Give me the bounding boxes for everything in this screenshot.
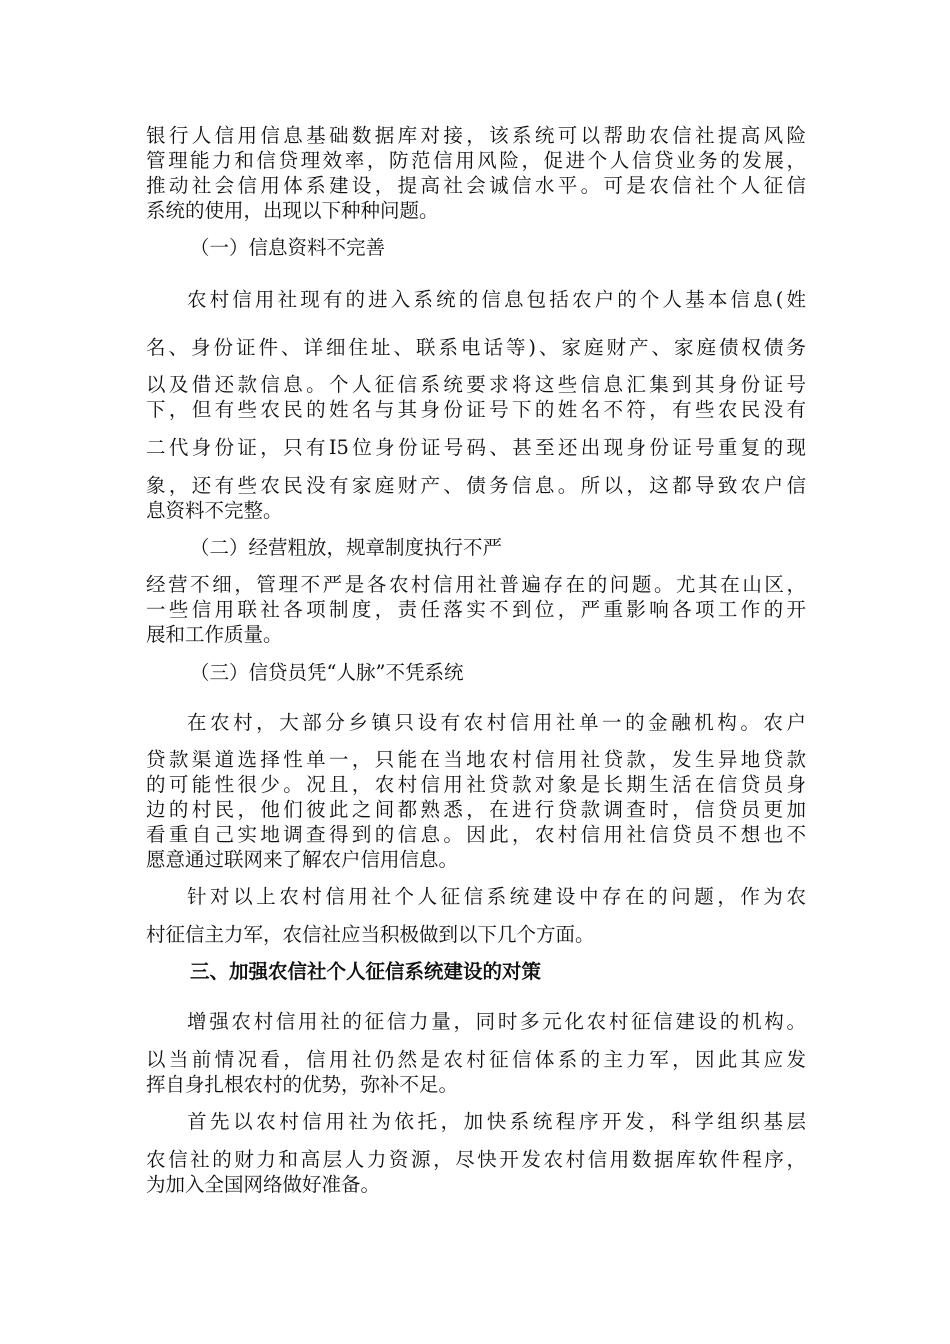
text-line: 以当前情况看，信用社仍然是农村征信体系的主力军，因此其应发 [146,1048,806,1071]
text-line: 增强农村信用社的征信力量，同时多元化农村征信建设的机构。 [187,1010,806,1033]
text-line: 看重自己实地调查得到的信息。因此，农村信用社信贷员不想也不 [146,823,806,846]
text-line: 在农村，大部分乡镇只设有农村信用社单一的金融机构。农户 [187,711,806,734]
text-line: 名、身份证件、详细住址、联系电话等)、家庭财产、家庭债权债务 [146,336,806,359]
text-line: 象，还有些农民没有家庭财产、债务信息。所以，这都导致农户信 [146,474,806,497]
text-line: 息资料不完整。 [146,499,283,522]
text-line: 首先以农村信用社为依托，加快系统程序开发，科学组织基层 [187,1110,806,1133]
section-heading: （三）信贷员凭“人脉”不凭系统 [190,661,464,684]
text-line: 挥自身扎根农村的优势，弥补不足。 [146,1073,459,1096]
text-line: 农信社的财力和高层人力资源，尽快开发农村信用数据库软件程序， [146,1148,806,1171]
text-line: 推动社会信用体系建设，提高社会诚信水平。可是农信社个人征信 [146,174,806,197]
text-line: 愿意通过联网来了解农户信用信息。 [146,848,459,871]
text-line: 农村信用社现有的进入系统的信息包括农户的个人基本信息(姓 [187,288,806,311]
text-line: 下，但有些农民的姓名与其身份证号下的姓名不符，有些农民没有 [146,398,806,421]
text-line: 展和工作质量。 [146,623,283,646]
text-line: 经营不细，管理不严是各农村信用社普遍存在的问题。尤其在山区， [146,573,806,596]
text-line: 以及借还款信息。个人征信系统要求将这些信息汇集到其身份证号 [146,373,806,396]
text-line: 为加入全国网络做好准备。 [146,1173,381,1196]
section-heading: （二）经营粗放，规章制度执行不严 [190,536,503,559]
text-line: 的可能性很少。况且，农村信用社贷款对象是长期生活在信贷员身 [146,773,806,796]
text-line: 二代身份证，只有I5位身份证号码、甚至还出现身份证号重复的现 [146,436,806,459]
text-line: 针对以上农村信用社个人征信系统建设中存在的问题，作为农 [187,885,806,908]
section-heading: （一）信息资料不完善 [190,236,386,259]
section-heading: 三、加强农信社个人征信系统建设的对策 [190,960,542,983]
text-line: 系统的使用，出现以下种种问题。 [146,199,439,222]
text-line: 边的村民，他们彼此之间都熟悉，在进行贷款调查时，信贷员更加 [146,798,806,821]
text-line: 贷款渠道选择性单一，只能在当地农村信用社贷款，发生异地贷款 [146,748,806,771]
text-line: 村征信主力军，农信社应当积极做到以下几个方面。 [146,923,595,946]
text-line: 一些信用联社各项制度，责任落实不到位，严重影响各项工作的开 [146,598,806,621]
text-line: 管理能力和信贷理效率，防范信用风险，促进个人信贷业务的发展， [146,149,806,172]
text-line: 银行人信用信息基础数据库对接，该系统可以帮助农信社提高风险 [146,124,806,147]
